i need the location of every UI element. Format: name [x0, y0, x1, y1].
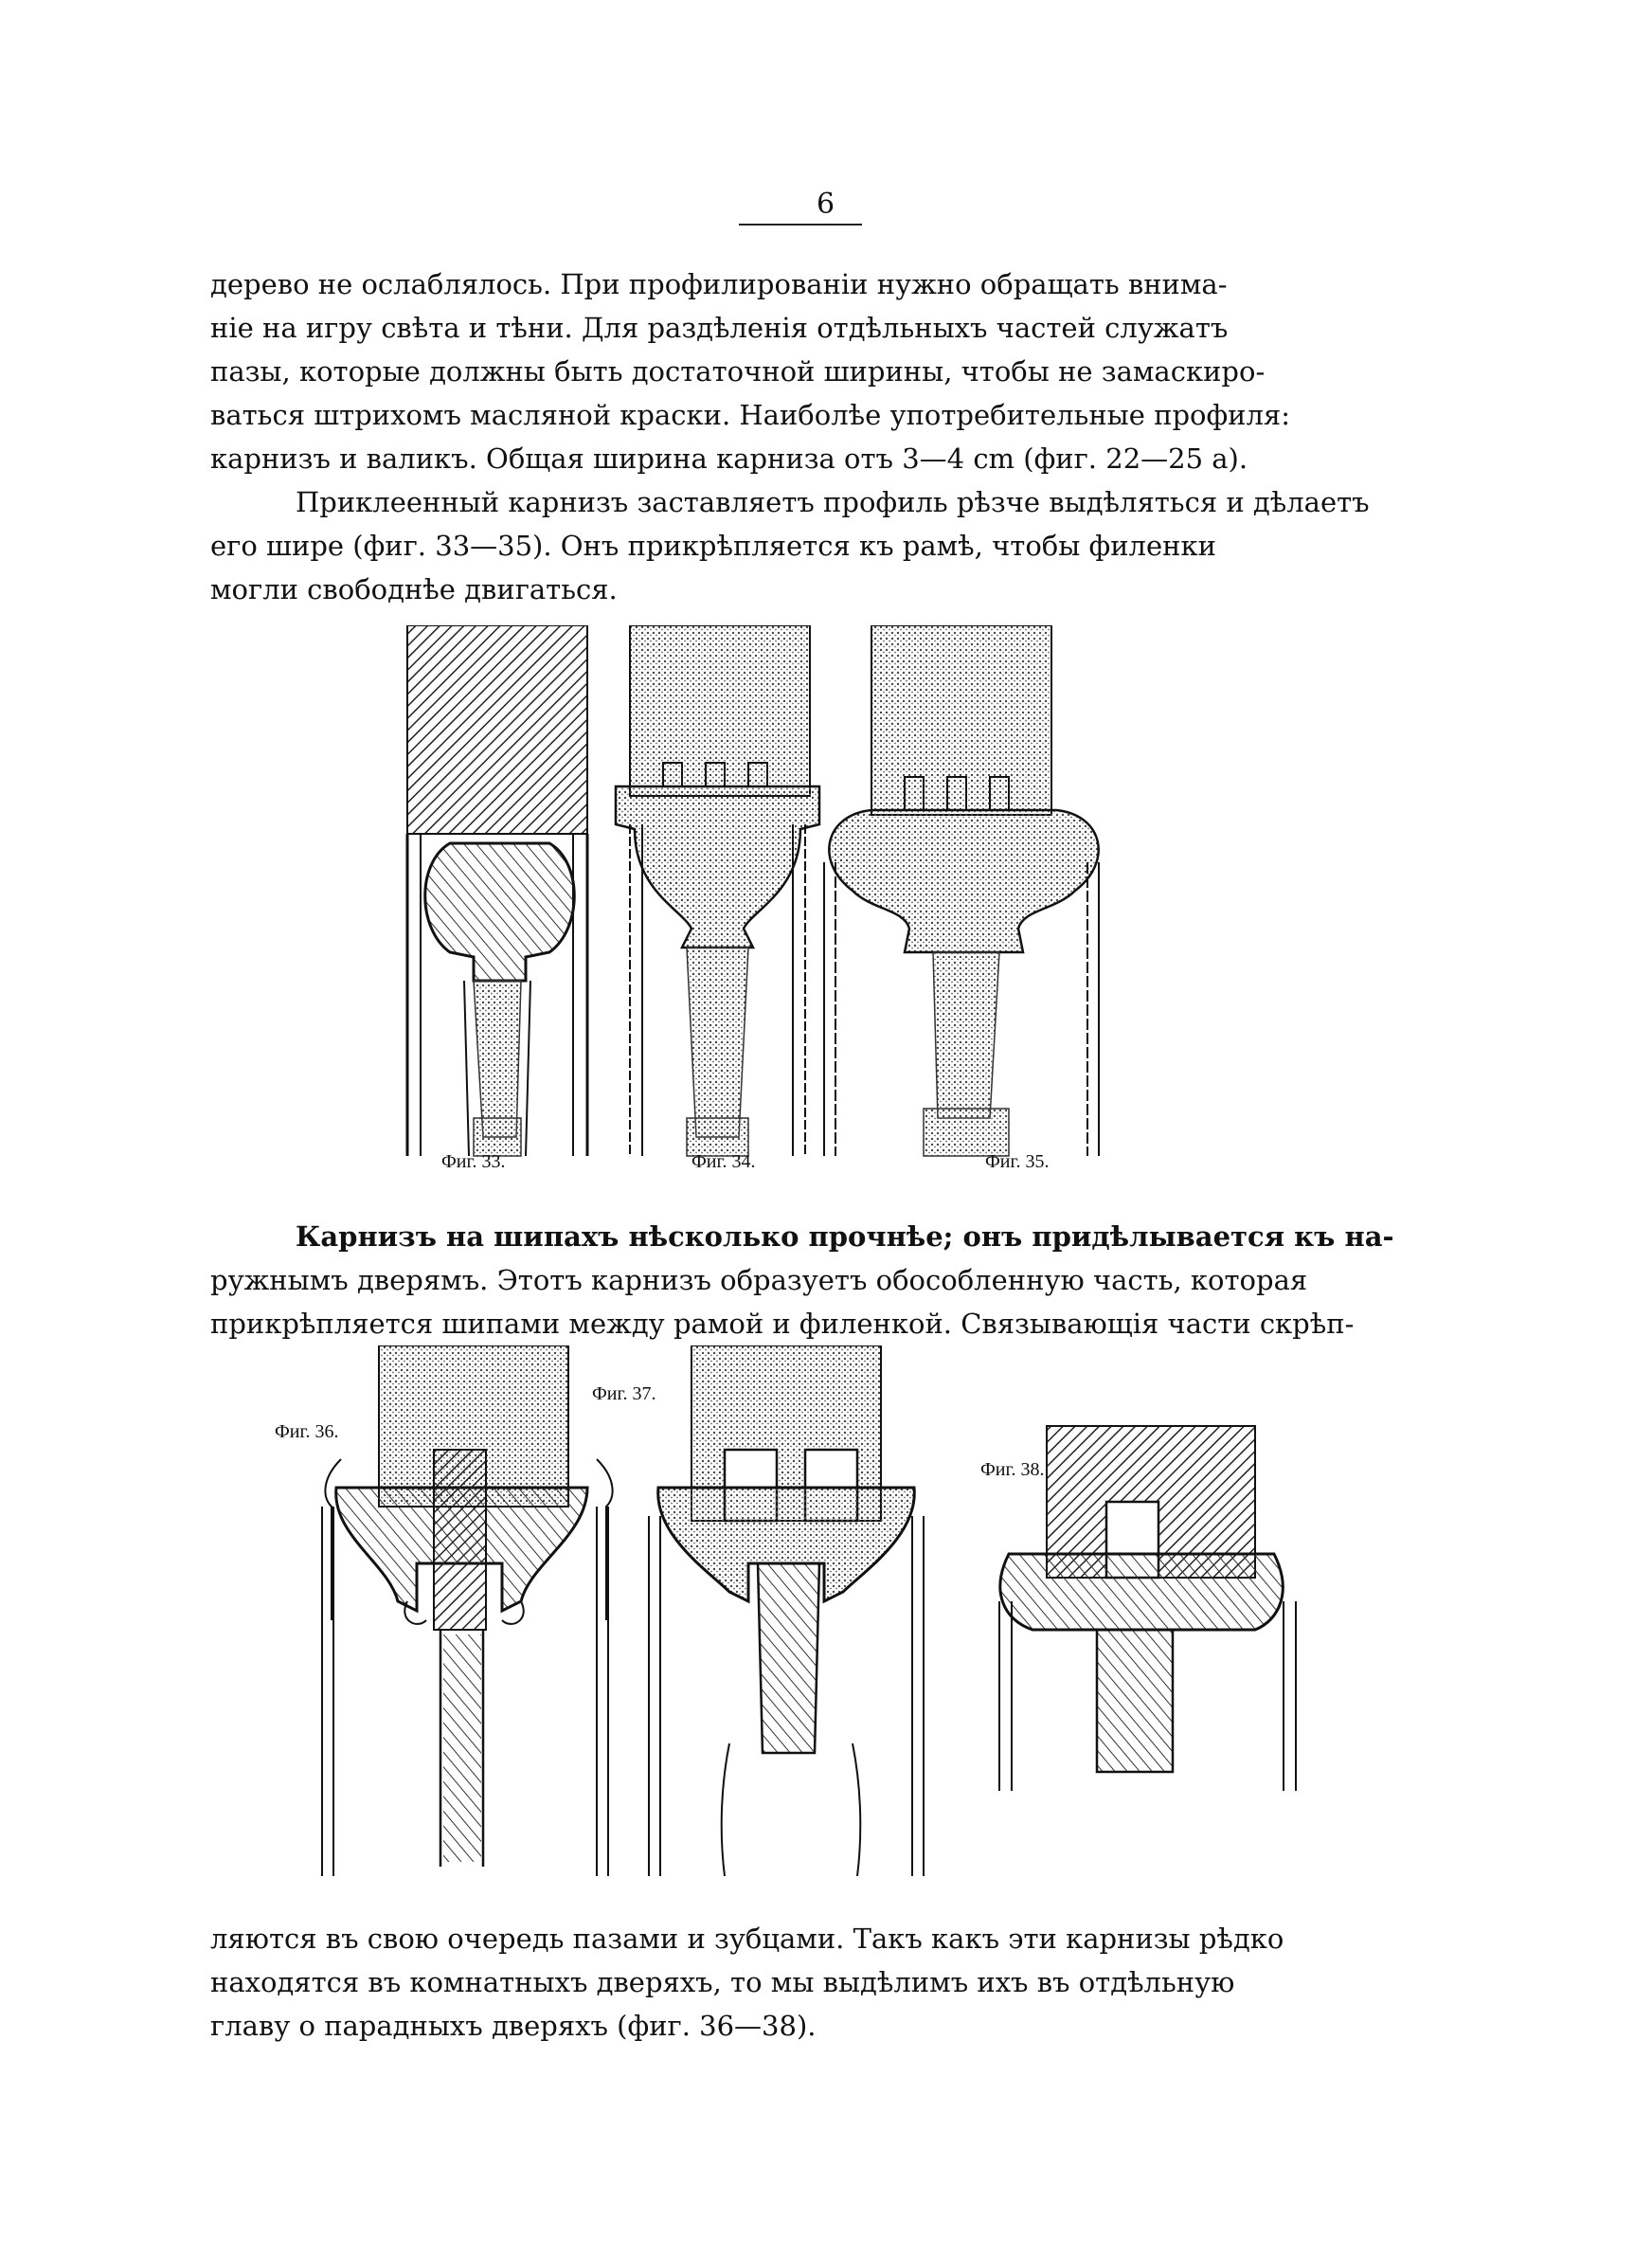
caption-fig-35: Фиг. 35.	[985, 1151, 1050, 1172]
text-line: ляются въ свою очередь пазами и зубцами. Такъ какъ эти карнизы рѣдко	[210, 1923, 1284, 1955]
text-line: дерево не ослаблялось. При профилированіи нужно обращать внима-	[210, 268, 1228, 300]
text-line: Карнизъ на шипахъ нѣсколько прочнѣе; онъ придѣлывается къ на-	[296, 1220, 1394, 1253]
text-line: находятся въ комнатныхъ дверяхъ, то мы выдѣлимъ ихъ въ отдѣльную	[210, 1966, 1235, 1998]
figure-33-drawing	[407, 625, 587, 1156]
caption-fig-33: Фиг. 33.	[441, 1151, 506, 1172]
figure-34-drawing	[616, 625, 819, 1156]
text-line: главу о парадныхъ дверяхъ (фиг. 36—38).	[210, 2010, 817, 2042]
paragraph-4	[210, 1917, 1398, 2048]
figures-36-38	[275, 1345, 1336, 1876]
figure-36-drawing	[322, 1345, 613, 1876]
text-line: Приклеенный карнизъ заставляетъ профиль рѣзче выдѣляться и дѣлаетъ	[296, 486, 1370, 518]
page-number: 6	[816, 188, 836, 221]
text-line: пазы, которые должны быть достаточной ширины, чтобы не замаскиро-	[210, 355, 1266, 388]
figure-35-drawing	[824, 625, 1099, 1156]
text-line: ніе на игру свѣта и тѣни. Для раздѣленія отдѣльныхъ частей служатъ	[210, 312, 1229, 344]
caption-fig-37: Фиг. 37.	[592, 1383, 656, 1404]
text-line: могли свободнѣе двигаться.	[210, 573, 618, 605]
text-line: ружнымъ дверямъ. Этотъ карнизъ образуетъ обособленную часть, которая	[210, 1264, 1308, 1296]
figures-33-35	[379, 625, 1212, 1175]
caption-fig-38: Фиг. 38.	[980, 1459, 1045, 1480]
paragraph-2	[210, 480, 1398, 611]
paragraph-1	[210, 262, 1398, 480]
figure-37-drawing	[649, 1345, 924, 1876]
paragraph-3	[210, 1215, 1398, 1345]
figures-33-35-drawing	[379, 625, 1212, 1175]
caption-fig-36: Фиг. 36.	[275, 1421, 339, 1442]
page-number-rule	[739, 224, 862, 226]
text-line: его шире (фиг. 33—35). Онъ прикрѣпляется къ рамѣ, чтобы филенки	[210, 530, 1216, 562]
text-line: карнизъ и валикъ. Общая ширина карниза отъ 3—4 cm (фиг. 22—25 а).	[210, 442, 1248, 475]
caption-fig-34: Фиг. 34.	[691, 1151, 756, 1172]
text-line: ваться штрихомъ масляной краски. Наиболѣе употребительные профиля:	[210, 399, 1290, 431]
text-line: прикрѣпляется шипами между рамой и филенкой. Связывающія части скрѣп-	[210, 1308, 1355, 1340]
figures-36-38-drawing	[275, 1345, 1336, 1876]
